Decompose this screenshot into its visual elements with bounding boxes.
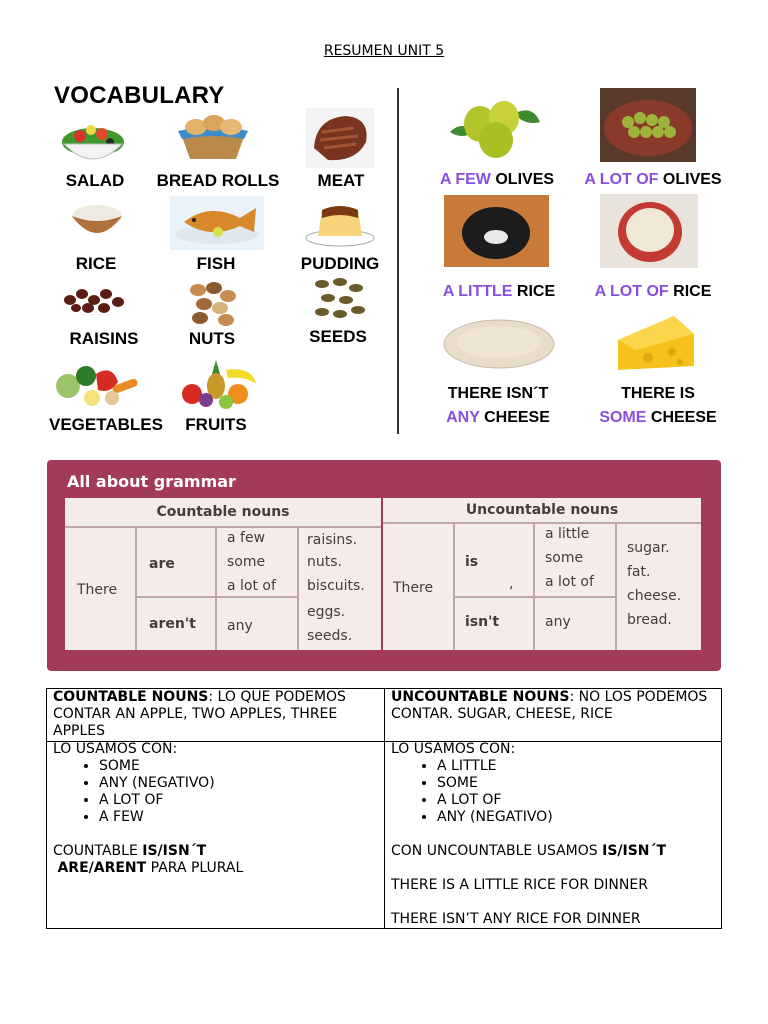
countable-noun-1: raisins. bbox=[307, 532, 358, 548]
uncountable-list-item: • A LOT OF bbox=[437, 792, 717, 809]
cheese-image bbox=[614, 310, 698, 374]
label-few-olives: A FEW OLIVES bbox=[439, 171, 555, 188]
uncountable-there: There bbox=[393, 580, 434, 596]
vocab-label-bread-rolls: BREAD ROLLS bbox=[156, 171, 280, 190]
uncountable-list bbox=[391, 758, 717, 826]
uncountable-noun-3: cheese. bbox=[627, 588, 682, 604]
uncountable-list-item: • ANY (NEGATIVO) bbox=[437, 809, 717, 826]
countable-list-item: • A FEW bbox=[99, 809, 379, 826]
uncountable-quant-3: a lot of bbox=[545, 574, 594, 590]
bread-rolls-image bbox=[174, 113, 252, 163]
countable-list-item: • SOME bbox=[99, 758, 379, 775]
countable-quant-3: a lot of bbox=[227, 578, 276, 594]
uncountable-quant-2: some bbox=[545, 550, 584, 566]
countable-quant-1: a few bbox=[227, 530, 266, 546]
vocab-label-meat: MEAT bbox=[317, 171, 365, 190]
vocab-label-rice: RICE bbox=[75, 254, 117, 273]
vocab-label-nuts: NUTS bbox=[188, 329, 236, 348]
vocab-label-fish: FISH bbox=[196, 254, 236, 273]
uncountable-noun-1: sugar. bbox=[627, 540, 670, 556]
countable-arent: aren't bbox=[149, 616, 196, 632]
label-little-rice: A LITTLE RICE bbox=[442, 283, 556, 300]
countable-table bbox=[65, 498, 381, 650]
label-lot-rice: A LOT OF RICE bbox=[594, 283, 712, 300]
countable-noun-5: seeds. bbox=[307, 628, 353, 644]
countable-are: are bbox=[149, 556, 175, 572]
notes-table bbox=[46, 688, 722, 929]
countable-there: There bbox=[77, 582, 118, 598]
vocabulary-heading: VOCABULARY bbox=[54, 82, 225, 109]
uncountable-noun-2: fat. bbox=[627, 564, 651, 580]
few-olives-image bbox=[440, 92, 548, 162]
countable-list-item: • A LOT OF bbox=[99, 792, 379, 809]
uncountable-usage: LO USAMOS CON: • A LITTLE • SOME • A LOT OF • ANY (NEGATIVO) CON UNCOUNTABLE USAMOS IS/ISN´T THERE IS A LITTLE RICE FOR DINNER THERE ISN’T ANY RICE FOR DINNER bbox=[391, 741, 717, 928]
vegetables-image bbox=[52, 356, 142, 408]
uncountable-quant-1: a little bbox=[545, 526, 590, 542]
countable-definition: COUNTABLE NOUNS: LO QUE PODEMOS CONTAR AN APPLE, TWO APPLES, THREE APPLES bbox=[53, 689, 346, 739]
uncountable-comma: , bbox=[509, 576, 514, 592]
vocab-label-seeds: SEEDS bbox=[309, 327, 367, 346]
label-some-cheese: THERE IS SOME CHEESE bbox=[599, 385, 717, 426]
label-lot-olives: A LOT OF OLIVES bbox=[584, 171, 722, 188]
uncountable-list-item: • SOME bbox=[437, 775, 717, 792]
countable-quant-2: some bbox=[227, 554, 266, 570]
uncountable-list-item: • A LITTLE bbox=[437, 758, 717, 775]
countable-noun-3: biscuits. bbox=[307, 578, 365, 594]
rice-image bbox=[68, 198, 126, 242]
vocabulary-divider bbox=[397, 88, 399, 434]
vocab-label-pudding: PUDDING bbox=[300, 254, 380, 273]
vocab-label-vegetables: VEGETABLES bbox=[49, 415, 163, 434]
vocab-label-raisins: RAISINS bbox=[69, 329, 139, 348]
empty-plate-image bbox=[442, 316, 556, 372]
seeds-image bbox=[308, 274, 370, 322]
pudding-image bbox=[304, 198, 376, 248]
lot-rice-image bbox=[600, 194, 698, 268]
page-title: RESUMEN UNIT 5 bbox=[323, 43, 445, 59]
nuts-image bbox=[180, 276, 246, 328]
label-no-cheese: THERE ISN´T ANY CHEESE bbox=[446, 385, 550, 426]
uncountable-table bbox=[383, 498, 701, 650]
countable-list-item: • ANY (NEGATIVO) bbox=[99, 775, 379, 792]
raisins-image bbox=[58, 280, 134, 320]
uncountable-is: is bbox=[465, 554, 479, 570]
countable-list bbox=[53, 758, 379, 826]
uncountable-definition: UNCOUNTABLE NOUNS: NO LOS PODEMOS CONTAR. SUGAR, CHEESE, RICE bbox=[391, 689, 708, 722]
vocab-label-salad: SALAD bbox=[65, 171, 125, 190]
uncountable-any: any bbox=[545, 614, 571, 630]
fruits-image bbox=[176, 356, 262, 410]
grammar-box bbox=[47, 460, 721, 671]
countable-header: Countable nouns bbox=[156, 504, 290, 520]
countable-noun-4: eggs. bbox=[307, 604, 346, 620]
salad-image bbox=[58, 112, 128, 168]
grammar-title: All about grammar bbox=[67, 472, 236, 491]
countable-noun-2: nuts. bbox=[307, 554, 342, 570]
vocab-label-fruits: FRUITS bbox=[185, 415, 247, 434]
meat-image bbox=[306, 108, 374, 168]
uncountable-noun-4: bread. bbox=[627, 612, 672, 628]
lot-olives-image bbox=[600, 88, 696, 162]
fish-image bbox=[170, 196, 264, 250]
countable-any: any bbox=[227, 618, 253, 634]
little-rice-image bbox=[444, 195, 549, 267]
uncountable-isnt: isn't bbox=[465, 614, 500, 630]
uncountable-header: Uncountable nouns bbox=[465, 502, 619, 518]
countable-usage: LO USAMOS CON: • SOME • ANY (NEGATIVO) • A LOT OF • A FEW COUNTABLE IS/ISN´T ARE/ARENT PARA PLURAL bbox=[53, 741, 379, 877]
